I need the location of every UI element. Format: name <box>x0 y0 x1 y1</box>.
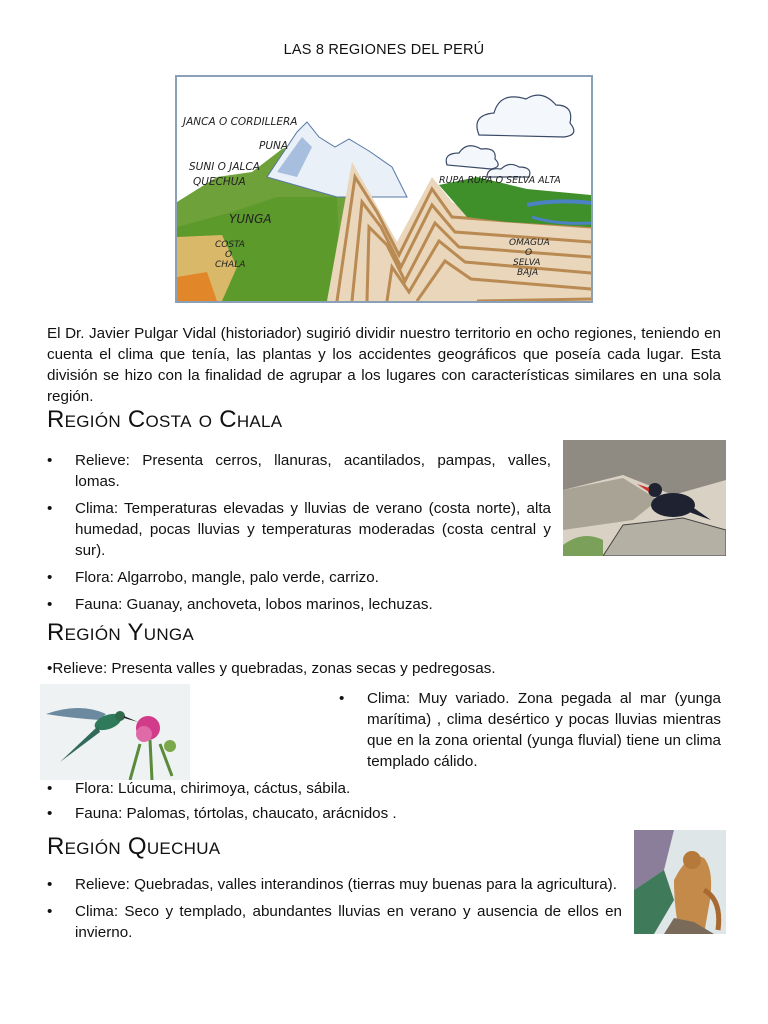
label-yunga: YUNGA <box>229 212 272 226</box>
list-item: • Fauna: Guanay, anchoveta, lobos marinos, lechuzas. <box>47 596 433 613</box>
quechua-list <box>47 874 622 949</box>
costa-list <box>47 450 551 621</box>
bullet-icon: • <box>47 569 53 586</box>
intro-paragraph: El Dr. Javier Pulgar Vidal (historiador) sugirió dividir nuestro territorio en ocho regiones, teniendo en cuenta el clima que tenía, las plantas y los accidentes geográficos que poseía cada lugar. Esta división se hizo con la finalidad de agrupar a los lugares con características similares en una sola región. <box>47 325 721 405</box>
bullet-icon: • <box>47 805 53 822</box>
puma-image <box>634 830 726 934</box>
yunga-clima <box>339 688 721 778</box>
page-title: LAS 8 REGIONES DEL PERÚ <box>283 42 485 58</box>
label-costa-2: O <box>225 250 233 260</box>
bullet-icon: • <box>47 780 53 797</box>
hummingbird-image <box>40 684 190 780</box>
label-costa-3: CHALA <box>215 260 246 270</box>
guanay-bird-image <box>563 440 726 556</box>
list-item: • Flora: Algarrobo, mangle, palo verde, carrizo. <box>47 569 379 586</box>
list-item: • Fauna: Palomas, tórtolas, chaucato, arácnidos . <box>47 805 397 822</box>
yunga-relieve: •Relieve: Presenta valles y quebradas, zonas secas y pedregosas. <box>47 660 496 677</box>
heading-yunga: Región Yunga <box>47 619 195 646</box>
list-item: • Clima: Seco y templado, abundantes lluvias en verano y ausencia de ellos en invierno. <box>47 903 622 941</box>
label-puna: PUNA <box>259 140 289 152</box>
label-suni: SUNI O JALCA <box>189 161 260 173</box>
bullet-icon: • <box>47 500 53 517</box>
bullet-icon: • <box>47 876 53 893</box>
bullet-icon: • <box>339 690 345 707</box>
yunga-list <box>47 778 647 830</box>
regions-illustration <box>175 75 593 303</box>
list-item: • Flora: Lúcuma, chirimoya, cáctus, sábila. <box>47 780 351 797</box>
label-costa-1: COSTA <box>215 240 245 250</box>
label-rupa-rupa: RUPA RUPA O SELVA ALTA <box>439 175 561 186</box>
label-omagua-4: BAJA <box>517 268 539 278</box>
label-janca: JANCA O CORDILLERA <box>183 116 298 128</box>
list-item: • Relieve: Presenta cerros, llanuras, acantilados, pampas, valles, lomas. <box>47 452 551 490</box>
bullet-icon: • <box>47 903 53 920</box>
list-item: • Clima: Temperaturas elevadas y lluvias de verano (costa norte), alta humedad, pocas lluvias y temperaturas moderadas (costa central y sur). <box>47 500 551 559</box>
label-quechua: QUECHUA <box>193 176 246 188</box>
list-item: • Relieve: Quebradas, valles interandinos (tierras muy buenas para la agricultura). <box>47 876 617 893</box>
heading-quechua: Región Quechua <box>47 833 221 860</box>
label-omagua-2: O <box>525 248 533 258</box>
list-item: • Clima: Muy variado. Zona pegada al mar (yunga marítima) , clima desértico y pocas lluvias mientras que en la zona oriental (yunga fluvial) tiene un clima templado cálido. <box>339 690 721 770</box>
label-omagua-1: OMAGUA <box>509 238 550 248</box>
heading-costa: Región Costa o Chala <box>47 406 283 433</box>
label-omagua-3: SELVA <box>513 258 541 268</box>
bullet-icon: • <box>47 452 53 469</box>
bullet-icon: • <box>47 596 53 613</box>
